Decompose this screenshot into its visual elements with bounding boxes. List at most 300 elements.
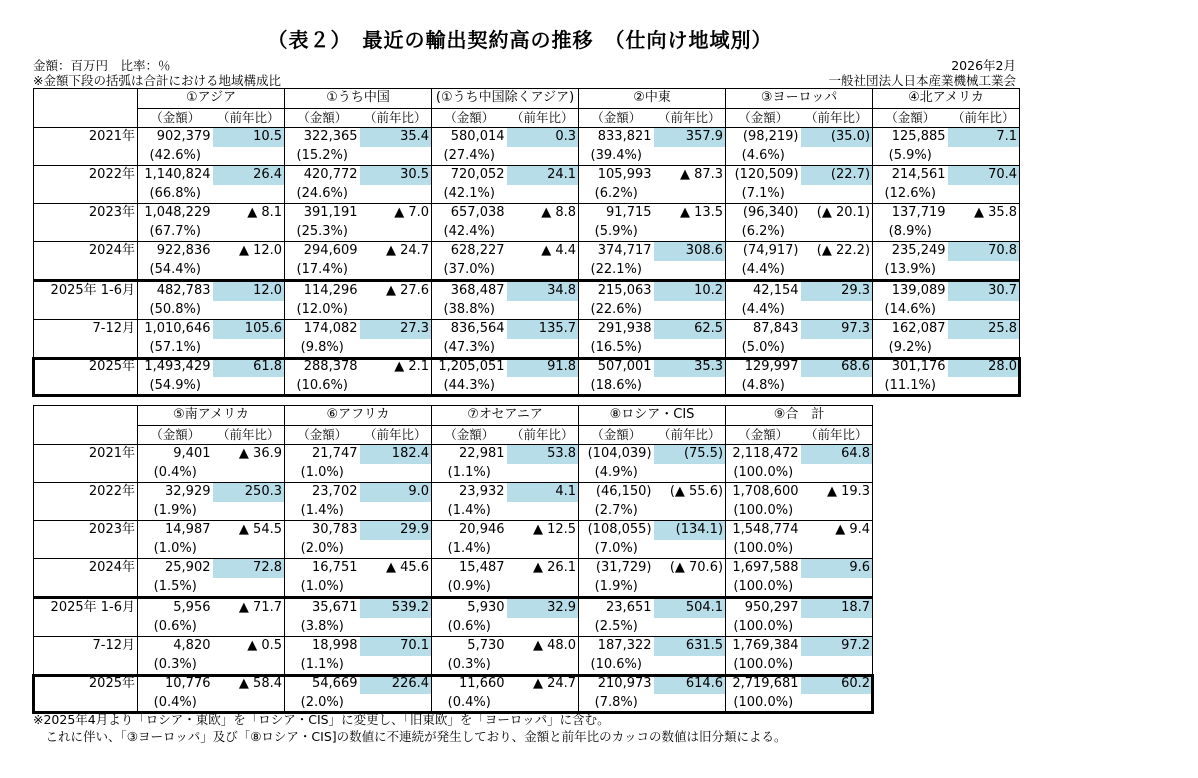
amount-cell: 322,365	[285, 128, 360, 147]
amount-cell: 720,052	[432, 166, 507, 185]
amount-cell: 1,769,384	[726, 637, 801, 656]
empty-cell	[360, 540, 432, 559]
amount-cell: 114,296	[285, 281, 360, 301]
empty-cell	[654, 502, 726, 521]
empty-cell	[507, 185, 579, 204]
table-row-share	[34, 377, 1020, 396]
ratio-cell: 10.2	[654, 281, 726, 301]
empty-cell	[360, 223, 432, 242]
empty-cell	[360, 656, 432, 675]
ratio-cell: (22.7)	[801, 166, 873, 185]
amount-cell: 1,708,600	[726, 483, 801, 502]
region-header: ③ヨーロッパ	[726, 89, 873, 109]
amount-cell: 5,956	[138, 598, 213, 618]
empty-cell	[654, 656, 726, 675]
ratio-cell: 631.5	[654, 637, 726, 656]
amount-cell: 139,089	[873, 281, 948, 301]
amount-cell: 54,669	[285, 675, 360, 694]
share-cell: (1.5%)	[138, 578, 213, 598]
empty-cell	[654, 578, 726, 598]
empty-cell	[654, 540, 726, 559]
empty-cell	[507, 540, 579, 559]
amount-cell: 291,938	[579, 320, 654, 339]
empty-cell	[507, 223, 579, 242]
amount-cell: 9,401	[138, 445, 213, 464]
row-label: 2021年	[34, 128, 138, 166]
share-cell: (10.6%)	[579, 656, 654, 675]
empty-cell	[360, 502, 432, 521]
amount-cell: 162,087	[873, 320, 948, 339]
ratio-cell: 24.1	[507, 166, 579, 185]
table-row	[34, 445, 873, 464]
ratio-cell: ▲ 0.5	[213, 637, 285, 656]
table-row-share	[34, 185, 1020, 204]
amount-cell: 25,902	[138, 559, 213, 578]
empty-cell	[507, 578, 579, 598]
share-cell: (1.0%)	[285, 464, 360, 483]
amount-cell: 137,719	[873, 204, 948, 223]
ratio-cell: 72.8	[213, 559, 285, 578]
sub-header-row	[34, 425, 873, 445]
amount-cell: 368,487	[432, 281, 507, 301]
share-cell: (0.4%)	[138, 464, 213, 483]
share-cell: (9.2%)	[873, 339, 948, 358]
amount-cell: 214,561	[873, 166, 948, 185]
amount-subheader: （金額）	[432, 108, 507, 128]
empty-cell	[507, 464, 579, 483]
ratio-cell: ▲ 8.8	[507, 204, 579, 223]
ratio-cell: 18.7	[801, 598, 873, 618]
ratio-cell: (134.1)	[654, 521, 726, 540]
ratio-subheader: （前年比）	[948, 108, 1020, 128]
share-cell: (100.0%)	[726, 618, 801, 637]
empty-cell	[213, 464, 285, 483]
amount-cell: 5,930	[432, 598, 507, 618]
empty-cell	[360, 618, 432, 637]
empty-cell	[507, 261, 579, 281]
table-row-share	[34, 502, 873, 521]
table-row	[34, 675, 873, 694]
amount-cell: 391,191	[285, 204, 360, 223]
amount-cell: 105,993	[579, 166, 654, 185]
amount-cell: 18,998	[285, 637, 360, 656]
share-cell: (50.8%)	[138, 301, 213, 320]
table-row	[34, 204, 1020, 223]
share-cell: (2.5%)	[579, 618, 654, 637]
row-label: 2023年	[34, 521, 138, 559]
ratio-cell: 26.4	[213, 166, 285, 185]
share-cell: (1.4%)	[285, 502, 360, 521]
share-cell: (100.0%)	[726, 578, 801, 598]
empty-cell	[507, 301, 579, 320]
amount-cell: 657,038	[432, 204, 507, 223]
region-header: ①アジア	[138, 89, 285, 109]
ratio-cell: ▲ 9.4	[801, 521, 873, 540]
empty-cell	[213, 339, 285, 358]
ratio-cell: 135.7	[507, 320, 579, 339]
empty-cell	[801, 618, 873, 637]
share-cell: (42.4%)	[432, 223, 507, 242]
empty-cell	[801, 261, 873, 281]
ratio-cell: 250.3	[213, 483, 285, 502]
table-row	[34, 242, 1020, 261]
ratio-subheader: （前年比）	[360, 108, 432, 128]
share-cell: (66.8%)	[138, 185, 213, 204]
amount-subheader: （金額）	[873, 108, 948, 128]
empty-cell	[507, 618, 579, 637]
table-row-share	[34, 223, 1020, 242]
ratio-cell: ▲ 7.0	[360, 204, 432, 223]
share-cell: (18.6%)	[579, 377, 654, 396]
share-cell: (2.0%)	[285, 540, 360, 559]
amount-cell: (46,150)	[579, 483, 654, 502]
share-cell: (1.1%)	[432, 464, 507, 483]
ratio-cell: 60.2	[801, 675, 873, 694]
ratio-cell: 27.3	[360, 320, 432, 339]
share-cell: (22.6%)	[579, 301, 654, 320]
amount-cell: 922,836	[138, 242, 213, 261]
amount-cell: 301,176	[873, 358, 948, 377]
share-cell: (10.6%)	[285, 377, 360, 396]
ratio-cell: 226.4	[360, 675, 432, 694]
region-header: ⑥アフリカ	[285, 406, 432, 426]
share-cell: (37.0%)	[432, 261, 507, 281]
ratio-cell: 70.1	[360, 637, 432, 656]
ratio-cell: 10.5	[213, 128, 285, 147]
share-cell: (4.4%)	[726, 301, 801, 320]
share-cell: (0.3%)	[138, 656, 213, 675]
empty-cell	[213, 223, 285, 242]
empty-cell	[213, 377, 285, 396]
share-cell: (1.9%)	[579, 578, 654, 598]
units-note: 金額：百万円 比率：％	[33, 58, 171, 73]
empty-cell	[213, 578, 285, 598]
share-cell: (16.5%)	[579, 339, 654, 358]
empty-cell	[360, 147, 432, 166]
amount-cell: 2,118,472	[726, 445, 801, 464]
ratio-cell: 35.3	[654, 358, 726, 377]
share-cell: (6.2%)	[579, 185, 654, 204]
empty-cell	[360, 377, 432, 396]
empty-cell	[801, 694, 873, 713]
empty-cell	[654, 301, 726, 320]
ratio-cell: ▲ 71.7	[213, 598, 285, 618]
amount-cell: 420,772	[285, 166, 360, 185]
amount-cell: (120,509)	[726, 166, 801, 185]
empty-cell	[801, 540, 873, 559]
ratio-cell: 539.2	[360, 598, 432, 618]
share-cell: (7.1%)	[726, 185, 801, 204]
share-cell: (42.1%)	[432, 185, 507, 204]
row-label: 2025年 1-6月	[34, 281, 138, 320]
ratio-cell: ▲ 26.1	[507, 559, 579, 578]
row-label: 2024年	[34, 559, 138, 598]
amount-cell: 23,702	[285, 483, 360, 502]
amount-subheader: （金額）	[432, 425, 507, 445]
ratio-subheader: （前年比）	[360, 425, 432, 445]
row-label: 2025年	[34, 358, 138, 396]
empty-cell	[654, 339, 726, 358]
row-label: 7-12月	[34, 320, 138, 358]
row-label: 2021年	[34, 445, 138, 483]
amount-subheader: （金額）	[579, 108, 654, 128]
amount-cell: 628,227	[432, 242, 507, 261]
empty-cell	[654, 147, 726, 166]
group-header-row	[34, 406, 873, 426]
ratio-subheader: （前年比）	[654, 108, 726, 128]
amount-cell: 836,564	[432, 320, 507, 339]
amount-cell: 187,322	[579, 637, 654, 656]
share-cell: (54.4%)	[138, 261, 213, 281]
amount-cell: 833,821	[579, 128, 654, 147]
ratio-cell: ▲ 12.0	[213, 242, 285, 261]
ratio-cell: 105.6	[213, 320, 285, 339]
ratio-cell: 12.0	[213, 281, 285, 301]
amount-cell: 374,717	[579, 242, 654, 261]
row-label: 2022年	[34, 166, 138, 204]
empty-cell	[801, 339, 873, 358]
row-label: 2023年	[34, 204, 138, 242]
amount-cell: 87,843	[726, 320, 801, 339]
amount-cell: 16,751	[285, 559, 360, 578]
ratio-cell: 64.8	[801, 445, 873, 464]
ratio-cell: ▲ 35.8	[948, 204, 1020, 223]
amount-cell: 15,487	[432, 559, 507, 578]
empty-cell	[213, 656, 285, 675]
table-row-share	[34, 147, 1020, 166]
amount-cell: 23,651	[579, 598, 654, 618]
amount-cell: 288,378	[285, 358, 360, 377]
amount-cell: 20,946	[432, 521, 507, 540]
ratio-cell: 29.3	[801, 281, 873, 301]
amount-cell: 174,082	[285, 320, 360, 339]
ratio-cell: (▲ 20.1)	[801, 204, 873, 223]
share-cell: (27.4%)	[432, 147, 507, 166]
table-row	[34, 320, 1020, 339]
share-cell: (42.6%)	[138, 147, 213, 166]
ratio-cell: ▲ 87.3	[654, 166, 726, 185]
amount-cell: 1,048,229	[138, 204, 213, 223]
ratio-cell: 68.6	[801, 358, 873, 377]
share-cell: (54.9%)	[138, 377, 213, 396]
amount-cell: 210,973	[579, 675, 654, 694]
amount-cell: 22,981	[432, 445, 507, 464]
empty-cell	[801, 578, 873, 598]
ratio-cell: ▲ 45.6	[360, 559, 432, 578]
ratio-cell: 97.3	[801, 320, 873, 339]
amount-cell: 294,609	[285, 242, 360, 261]
empty-cell	[801, 377, 873, 396]
amount-subheader: （金額）	[579, 425, 654, 445]
ratio-subheader: （前年比）	[213, 425, 285, 445]
share-cell: (17.4%)	[285, 261, 360, 281]
table-row	[34, 521, 873, 540]
region-header: ④北アメリカ	[873, 89, 1020, 109]
empty-cell	[360, 339, 432, 358]
share-cell: (7.0%)	[579, 540, 654, 559]
corner-cell	[34, 89, 138, 109]
share-cell: (12.0%)	[285, 301, 360, 320]
ratio-cell: 4.1	[507, 483, 579, 502]
share-cell: (47.3%)	[432, 339, 507, 358]
amount-cell: 1,697,588	[726, 559, 801, 578]
organization: 一般社団法人日本産業機械工業会	[828, 73, 1016, 88]
share-cell: (38.8%)	[432, 301, 507, 320]
share-cell: (100.0%)	[726, 502, 801, 521]
ratio-cell: ▲ 8.1	[213, 204, 285, 223]
amount-cell: 42,154	[726, 281, 801, 301]
empty-cell	[654, 377, 726, 396]
amount-cell: 30,783	[285, 521, 360, 540]
empty-cell	[213, 502, 285, 521]
amount-cell: 950,297	[726, 598, 801, 618]
row-label: 2025年	[34, 675, 138, 713]
share-cell: (5.0%)	[726, 339, 801, 358]
ratio-cell: 70.4	[948, 166, 1020, 185]
share-cell: (4.6%)	[726, 147, 801, 166]
ratio-cell: 308.6	[654, 242, 726, 261]
share-cell: (100.0%)	[726, 656, 801, 675]
share-cell: (15.2%)	[285, 147, 360, 166]
share-cell: (5.9%)	[579, 223, 654, 242]
region-header: ②中東	[579, 89, 726, 109]
share-cell: (4.4%)	[726, 261, 801, 281]
ratio-cell: 25.8	[948, 320, 1020, 339]
footnote-2: これに伴い、「③ヨーロッパ」及び「⑧ロシア・CIS]の数値に不連続が発生しており、金額と前年比のカッコの数値は旧分類による。	[33, 729, 787, 744]
share-cell: (1.4%)	[432, 540, 507, 559]
ratio-cell: 0.3	[507, 128, 579, 147]
export-table-1	[33, 88, 1020, 396]
share-cell: (100.0%)	[726, 464, 801, 483]
table-row	[34, 166, 1020, 185]
empty-cell	[507, 377, 579, 396]
empty-cell	[654, 464, 726, 483]
empty-cell	[360, 261, 432, 281]
amount-cell: 1,548,774	[726, 521, 801, 540]
amount-subheader: （金額）	[138, 108, 213, 128]
empty-cell	[654, 261, 726, 281]
ratio-cell: 34.8	[507, 281, 579, 301]
empty-cell	[360, 578, 432, 598]
ratio-cell: 62.5	[654, 320, 726, 339]
share-cell: (7.8%)	[579, 694, 654, 713]
amount-cell: 129,997	[726, 358, 801, 377]
ratio-cell: 28.0	[948, 358, 1020, 377]
empty-cell	[801, 502, 873, 521]
share-cell: (11.1%)	[873, 377, 948, 396]
empty-cell	[507, 656, 579, 675]
region-header: ①うち中国	[285, 89, 432, 109]
share-cell: (4.9%)	[579, 464, 654, 483]
amount-cell: 507,001	[579, 358, 654, 377]
amount-subheader: （金額）	[138, 425, 213, 445]
corner-cell-sub	[34, 108, 138, 128]
table-row	[34, 358, 1020, 377]
row-label: 2022年	[34, 483, 138, 521]
ratio-cell: 91.8	[507, 358, 579, 377]
share-cell: (8.9%)	[873, 223, 948, 242]
share-cell: (100.0%)	[726, 694, 801, 713]
share-cell: (1.1%)	[285, 656, 360, 675]
row-label: 7-12月	[34, 637, 138, 675]
corner-cell-sub	[34, 425, 138, 445]
ratio-cell: 97.2	[801, 637, 873, 656]
ratio-cell: ▲ 4.4	[507, 242, 579, 261]
amount-cell: (74,917)	[726, 242, 801, 261]
amount-cell: 215,063	[579, 281, 654, 301]
table-row	[34, 559, 873, 578]
empty-cell	[948, 185, 1020, 204]
ratio-cell: ▲ 54.5	[213, 521, 285, 540]
amount-cell: 235,249	[873, 242, 948, 261]
empty-cell	[654, 618, 726, 637]
ratio-cell: ▲ 48.0	[507, 637, 579, 656]
ratio-subheader: （前年比）	[801, 108, 873, 128]
empty-cell	[213, 618, 285, 637]
region-header: ⑧ロシア・CIS	[579, 406, 726, 426]
empty-cell	[654, 223, 726, 242]
amount-subheader: （金額）	[726, 108, 801, 128]
share-cell: (0.9%)	[432, 578, 507, 598]
ratio-cell: 9.0	[360, 483, 432, 502]
amount-cell: 1,493,429	[138, 358, 213, 377]
table-row	[34, 128, 1020, 147]
amount-cell: 580,014	[432, 128, 507, 147]
ratio-cell: 35.4	[360, 128, 432, 147]
amount-cell: (31,729)	[579, 559, 654, 578]
amount-cell: 35,671	[285, 598, 360, 618]
share-cell: (22.1%)	[579, 261, 654, 281]
share-cell: (39.4%)	[579, 147, 654, 166]
empty-cell	[507, 339, 579, 358]
share-cell: (1.0%)	[285, 578, 360, 598]
share-cell: (3.8%)	[285, 618, 360, 637]
empty-cell	[948, 301, 1020, 320]
share-cell: (1.9%)	[138, 502, 213, 521]
ratio-subheader: （前年比）	[507, 425, 579, 445]
share-cell: (13.9%)	[873, 261, 948, 281]
empty-cell	[213, 147, 285, 166]
ratio-subheader: （前年比）	[507, 108, 579, 128]
empty-cell	[360, 301, 432, 320]
amount-cell: 1,010,646	[138, 320, 213, 339]
share-cell: (9.8%)	[285, 339, 360, 358]
ratio-cell: ▲ 36.9	[213, 445, 285, 464]
empty-cell	[948, 339, 1020, 358]
share-cell: (14.6%)	[873, 301, 948, 320]
empty-cell	[654, 694, 726, 713]
amount-cell: 91,715	[579, 204, 654, 223]
amount-cell: (98,219)	[726, 128, 801, 147]
ratio-cell: 61.8	[213, 358, 285, 377]
ratio-cell: 29.9	[360, 521, 432, 540]
empty-cell	[801, 301, 873, 320]
page-title: （表２） 最近の輸出契約高の推移 （仕向け地域別）	[267, 28, 773, 52]
table-row	[34, 281, 1020, 301]
footnote-1: ※2025年4月より「ロシア・東欧」を「ロシア・CIS」に変更し、「旧東欧」を「ヨーロッパ」に含む。	[33, 712, 610, 727]
ratio-cell: ▲ 27.6	[360, 281, 432, 301]
ratio-cell: (▲ 55.6)	[654, 483, 726, 502]
amount-cell: (104,039)	[579, 445, 654, 464]
table-row	[34, 637, 873, 656]
empty-cell	[948, 147, 1020, 166]
empty-cell	[213, 301, 285, 320]
ratio-cell: (75.5)	[654, 445, 726, 464]
amount-subheader: （金額）	[285, 108, 360, 128]
ratio-subheader: （前年比）	[654, 425, 726, 445]
paren-note: ※金額下段の括弧は合計における地域構成比	[33, 73, 281, 88]
share-cell: (57.1%)	[138, 339, 213, 358]
